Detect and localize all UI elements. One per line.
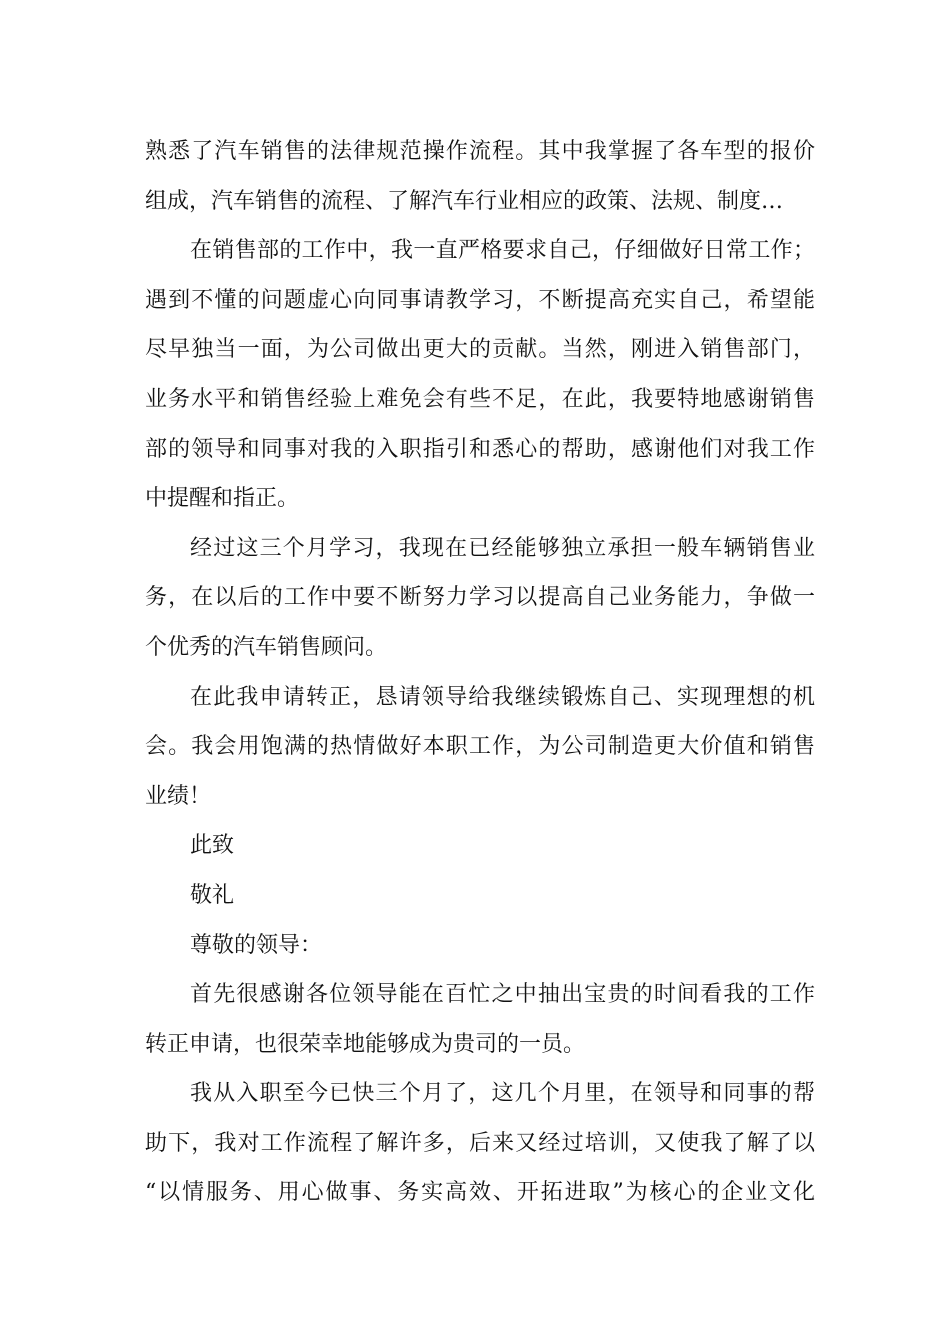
text-line: 个优秀的汽车销售顾问。	[145, 634, 388, 660]
text-line: 在销售部的工作中，我一直严格要求自己，仔细做好日常工作；	[190, 238, 815, 264]
text-line: 尊敬的领导：	[190, 932, 323, 958]
text-line: 遇到不懂的问题虚心向同事请教学习，不断提高充实自己，希望能	[145, 287, 815, 313]
text-line: 经过这三个月学习，我现在已经能够独立承担一般车辆销售业	[190, 535, 815, 561]
text-line: 此致	[190, 833, 235, 859]
text-line: 熟悉了汽车销售的法律规范操作流程。其中我掌握了各车型的报价	[145, 139, 815, 164]
text-line: 在此我申请转正，恳请领导给我继续锻炼自己、实现理想的机	[190, 684, 815, 710]
text-line: “以情服务、用心做事、务实高效、开拓进取”为核心的企业文化	[145, 1180, 815, 1206]
text-line: 部的领导和同事对我的入职指引和悉心的帮助，感谢他们对我工作	[145, 436, 815, 462]
text-line: 组成，汽车销售的流程、了解汽车行业相应的政策、法规、制度…	[145, 188, 784, 214]
text-line: 业务水平和销售经验上难免会有些不足，在此，我要特地感谢销售	[145, 386, 815, 412]
text-line: 我从入职至今已快三个月了，这几个月里，在领导和同事的帮	[190, 1081, 815, 1107]
text-line: 助下，我对工作流程了解许多，后来又经过培训，又使我了解了以	[145, 1130, 815, 1156]
text-line: 尽早独当一面，为公司做出更大的贡献。当然，刚进入销售部门，	[145, 337, 815, 363]
text-line: 首先很感谢各位领导能在百忙之中抽出宝贵的时间看我的工作	[190, 982, 815, 1008]
text-line: 转正申请，也很荣幸地能够成为贵司的一员。	[145, 1031, 586, 1057]
text-line: 会。我会用饱满的热情做好本职工作，为公司制造更大价值和销售	[145, 734, 815, 760]
text-line: 中提醒和指正。	[145, 486, 300, 512]
text-line: 务，在以后的工作中要不断努力学习以提高自己业务能力，争做一	[145, 585, 815, 611]
text-line: 业绩！	[145, 783, 212, 809]
document-body	[145, 127, 815, 1218]
text-line: 敬礼	[190, 882, 235, 908]
